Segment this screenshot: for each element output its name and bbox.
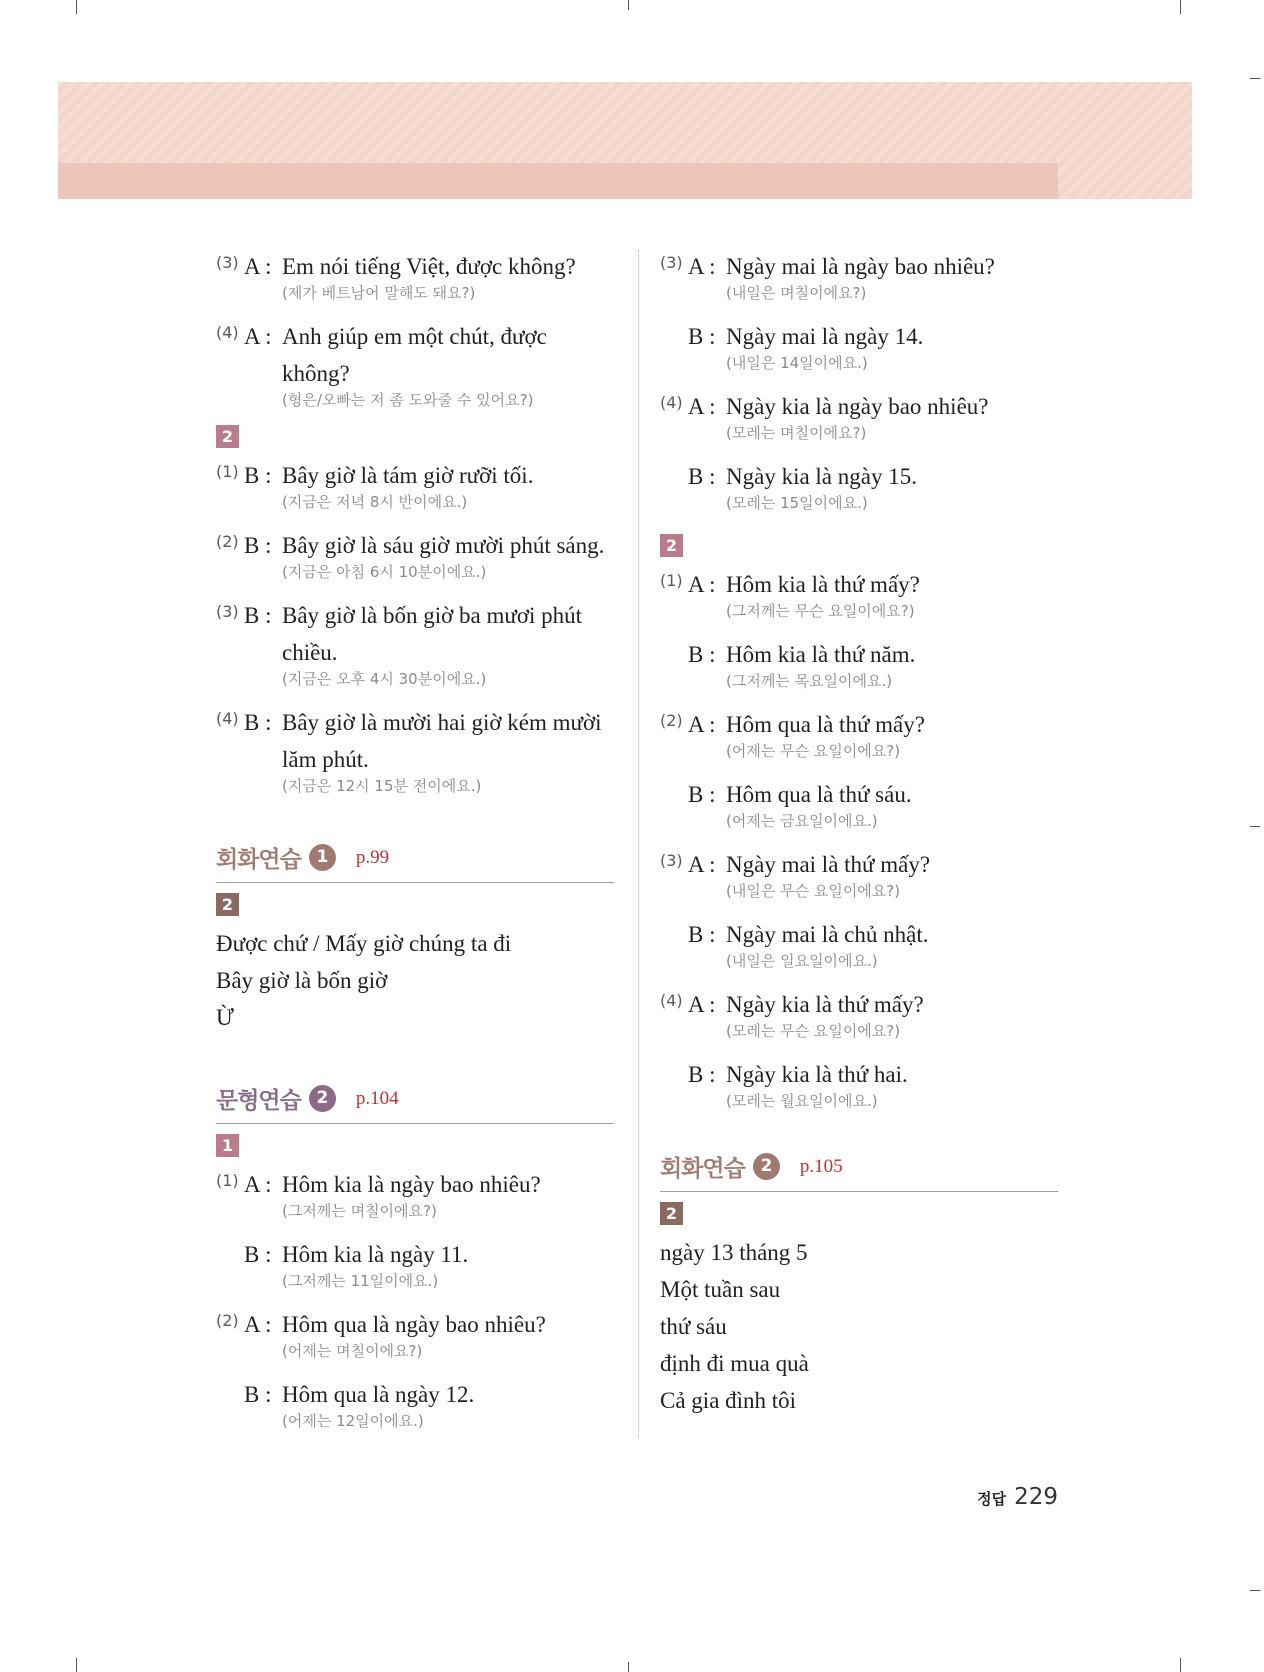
answer-line: Cả gia đình tôi: [660, 1388, 797, 1413]
item-number: (2): [216, 532, 239, 551]
korean-translation: (그저께는 며칠이에요?): [282, 1202, 437, 1220]
crop-mark: [1250, 1590, 1260, 1591]
vietnamese-text: Ngày mai là thứ mấy?: [726, 852, 931, 877]
section-title: 회화연습: [660, 1156, 745, 1182]
korean-translation: (지금은 아침 6시 10분이에요.): [282, 563, 487, 581]
vietnamese-text: Hôm kia là ngày bao nhiêu?: [282, 1172, 541, 1197]
korean-translation: (어제는 무슨 요일이에요?): [726, 742, 901, 760]
vietnamese-text: Hôm qua là ngày 12.: [282, 1382, 475, 1407]
answer-item: [660, 1056, 1060, 1112]
crop-mark: [76, 1658, 77, 1672]
item-number: (4): [660, 393, 683, 412]
korean-translation: (내일은 14일이에요.): [726, 354, 868, 372]
vietnamese-text: Bây giờ là tám giờ rưỡi tối.: [282, 463, 534, 488]
korean-translation: (형은/오빠는 저 좀 도와줄 수 있어요?): [282, 391, 534, 409]
speaker-label: A :: [244, 324, 272, 349]
vietnamese-text: Ngày mai là ngày bao nhiêu?: [726, 254, 995, 279]
korean-translation: (어제는 금요일이에요.): [726, 812, 878, 830]
answer-line: Một tuần sau: [660, 1277, 781, 1302]
vietnamese-text: Bây giờ là sáu giờ mười phút sáng.: [282, 533, 605, 558]
answer-item: [660, 706, 1060, 762]
page-number: 229: [1014, 1484, 1058, 1510]
speaker-label: A :: [688, 852, 716, 877]
speaker-label: A :: [244, 254, 272, 279]
section-heading: [216, 1082, 614, 1124]
item-number: (4): [216, 709, 239, 728]
answer-line: Ừ: [216, 1005, 234, 1030]
vietnamese-text: Anh giúp em một chút, được không?: [282, 324, 547, 386]
item-number: (4): [216, 323, 239, 342]
exercise-badge: 2: [216, 893, 239, 916]
crop-mark: [76, 0, 77, 14]
item-number: [660, 458, 688, 514]
speaker-label: A :: [688, 572, 716, 597]
speaker-label: B :: [688, 922, 716, 947]
speaker-label: B :: [688, 642, 716, 667]
section-number: 1: [309, 844, 336, 871]
item-number: (1): [216, 1171, 239, 1190]
item-number: [216, 1376, 244, 1432]
answer-item: [660, 846, 1060, 902]
answer-item: [660, 458, 1060, 514]
answer-list: [660, 248, 1060, 514]
item-number: (2): [216, 1311, 239, 1330]
answer-item: [216, 1166, 614, 1222]
answer-item: [660, 916, 1060, 972]
item-number: (3): [216, 253, 239, 272]
answer-list: [216, 1166, 614, 1432]
item-number: [660, 776, 688, 832]
vietnamese-text: Hôm qua là ngày bao nhiêu?: [282, 1312, 546, 1337]
speaker-label: B :: [688, 324, 716, 349]
answer-line: Bây giờ là bốn giờ: [216, 968, 388, 993]
vietnamese-text: Bây giờ là mười hai giờ kém mười lăm phút.: [282, 710, 602, 772]
speaker-label: B :: [688, 1062, 716, 1087]
speaker-label: A :: [688, 992, 716, 1017]
speaker-label: A :: [244, 1172, 272, 1197]
page-footer: [977, 1484, 1058, 1510]
answer-list: [216, 457, 614, 797]
korean-translation: (내일은 며칠이에요?): [726, 284, 867, 302]
answer-list: [216, 248, 614, 411]
item-number: (2): [660, 711, 683, 730]
answer-line: thứ sáu: [660, 1314, 727, 1339]
answer-item: [660, 986, 1060, 1042]
vietnamese-text: Ngày kia là ngày bao nhiêu?: [726, 394, 989, 419]
section-heading: [660, 1150, 1058, 1192]
item-number: (3): [216, 602, 239, 621]
section-title: 회화연습: [216, 847, 301, 873]
vietnamese-text: Ngày mai là ngày 14.: [726, 324, 924, 349]
vietnamese-text: Hôm kia là thứ mấy?: [726, 572, 920, 597]
speaker-label: B :: [244, 710, 272, 735]
korean-translation: (지금은 12시 15분 전이에요.): [282, 777, 482, 795]
crop-mark: [628, 1662, 629, 1672]
korean-translation: (어제는 12일이에요.): [282, 1412, 424, 1430]
item-number: (4): [660, 991, 683, 1010]
answer-item: [660, 636, 1060, 692]
column-divider: [638, 250, 639, 1438]
korean-translation: (지금은 오후 4시 30분이에요.): [282, 670, 487, 688]
answer-item: [660, 566, 1060, 622]
vietnamese-text: Ngày kia là thứ mấy?: [726, 992, 924, 1017]
item-number: [660, 636, 688, 692]
korean-translation: (그저께는 11일이에요.): [282, 1272, 439, 1290]
speaker-label: B :: [244, 1382, 272, 1407]
speaker-label: B :: [688, 464, 716, 489]
item-number: [216, 1236, 244, 1292]
page-reference: p.99: [355, 846, 390, 868]
answer-lines: [216, 925, 614, 1036]
vietnamese-text: Hôm kia là thứ năm.: [726, 642, 916, 667]
answer-item: [216, 597, 614, 690]
header-bar: [58, 163, 1058, 199]
answer-item: [216, 318, 614, 411]
item-number: (3): [660, 851, 683, 870]
section-heading: [216, 841, 614, 883]
answer-lines: [660, 1234, 1060, 1419]
vietnamese-text: Hôm qua là thứ sáu.: [726, 782, 912, 807]
exercise-badge: 2: [660, 534, 683, 557]
speaker-label: B :: [688, 782, 716, 807]
answer-item: [216, 248, 614, 304]
crop-mark: [1180, 1658, 1181, 1672]
answer-item: [660, 318, 1060, 374]
answer-item: [216, 1376, 614, 1432]
answer-list: [660, 566, 1060, 1112]
exercise-badge: 2: [216, 425, 239, 448]
speaker-label: A :: [688, 712, 716, 737]
answer-item: [660, 388, 1060, 444]
footer-label: 정답: [977, 1490, 1007, 1508]
speaker-label: B :: [244, 533, 272, 558]
crop-mark: [1250, 78, 1260, 79]
vietnamese-text: Bây giờ là bốn giờ ba mươi phút chiều.: [282, 603, 583, 665]
vietnamese-text: Ngày kia là thứ hai.: [726, 1062, 908, 1087]
vietnamese-text: Em nói tiếng Việt, được không?: [282, 254, 576, 279]
speaker-label: B :: [244, 1242, 272, 1267]
korean-translation: (모레는 월요일이에요.): [726, 1092, 878, 1110]
korean-translation: (제가 베트남어 말해도 돼요?): [282, 284, 476, 302]
exercise-badge: 2: [660, 1202, 683, 1225]
korean-translation: (그저께는 목요일이에요.): [726, 672, 893, 690]
item-number: (1): [216, 462, 239, 481]
korean-translation: (내일은 무슨 요일이에요?): [726, 882, 901, 900]
speaker-label: A :: [244, 1312, 272, 1337]
korean-translation: (그저께는 무슨 요일이에요?): [726, 602, 915, 620]
vietnamese-text: Hôm kia là ngày 11.: [282, 1242, 469, 1267]
korean-translation: (모레는 며칠이에요?): [726, 424, 867, 442]
answer-item: [216, 527, 614, 583]
answer-item: [216, 1236, 614, 1292]
answer-item: [216, 704, 614, 797]
korean-translation: (모레는 무슨 요일이에요?): [726, 1022, 901, 1040]
crop-mark: [628, 0, 629, 10]
item-number: (1): [660, 571, 683, 590]
right-column: [660, 248, 1060, 1419]
answer-item: [660, 776, 1060, 832]
left-column: [216, 248, 614, 1446]
speaker-label: B :: [244, 603, 272, 628]
item-number: (3): [660, 253, 683, 272]
crop-mark: [1180, 0, 1181, 14]
section-title: 문형연습: [216, 1088, 301, 1114]
answer-line: ngày 13 tháng 5: [660, 1240, 808, 1265]
answer-item: [216, 1306, 614, 1362]
item-number: [660, 916, 688, 972]
korean-translation: (내일은 일요일이에요.): [726, 952, 878, 970]
korean-translation: (지금은 저녁 8시 반이에요.): [282, 493, 468, 511]
vietnamese-text: Ngày mai là chủ nhật.: [726, 922, 929, 947]
section-number: 2: [753, 1153, 780, 1180]
page-reference: p.104: [355, 1087, 399, 1109]
korean-translation: (어제는 며칠이에요?): [282, 1342, 423, 1360]
korean-translation: (모레는 15일이에요.): [726, 494, 868, 512]
item-number: [660, 1056, 688, 1112]
item-number: [660, 318, 688, 374]
speaker-label: A :: [688, 394, 716, 419]
section-number: 2: [309, 1085, 336, 1112]
answer-line: Được chứ / Mấy giờ chúng ta đi: [216, 931, 512, 956]
page-reference: p.105: [799, 1155, 843, 1177]
speaker-label: A :: [688, 254, 716, 279]
vietnamese-text: Hôm qua là thứ mấy?: [726, 712, 925, 737]
speaker-label: B :: [244, 463, 272, 488]
answer-item: [216, 457, 614, 513]
vietnamese-text: Ngày kia là ngày 15.: [726, 464, 917, 489]
exercise-badge: 1: [216, 1134, 239, 1157]
crop-mark: [1250, 826, 1260, 827]
answer-item: [660, 248, 1060, 304]
answer-line: định đi mua quà: [660, 1351, 809, 1376]
